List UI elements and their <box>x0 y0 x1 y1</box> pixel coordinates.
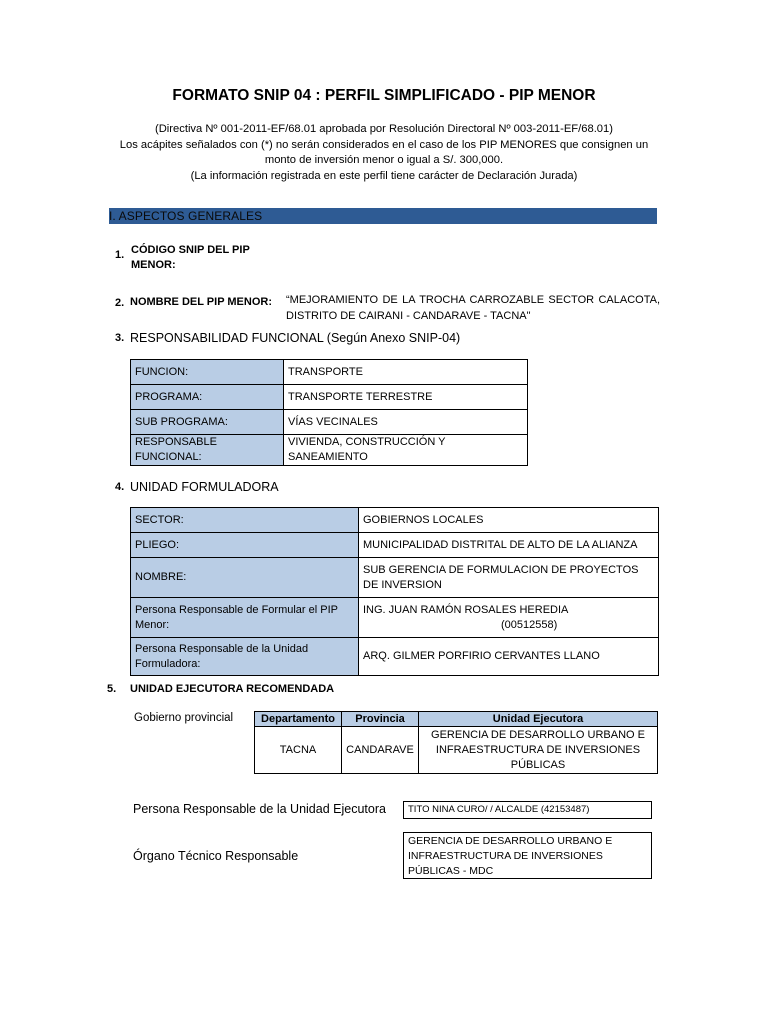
document-title: FORMATO SNIP 04 : PERFIL SIMPLIFICADO - PIP MENOR <box>172 87 596 104</box>
codigo-snip-label: CÓDIGO SNIP DEL PIP MENOR: <box>131 244 250 271</box>
unidad-ejecutora-label: UNIDAD EJECUTORA RECOMENDADA <box>130 683 335 695</box>
responsable-ue-value: TITO NINA CURO/ / ALCALDE (42153487) <box>403 801 652 819</box>
table-value: VIVIENDA, CONSTRUCCIÓN Y SANEAMIENTO <box>284 435 528 466</box>
item-number: 4. <box>115 481 125 493</box>
item-number: 3. <box>115 332 125 344</box>
table-key: SUB PROGRAMA: <box>131 410 284 435</box>
table-row <box>131 508 659 533</box>
table-key: PLIEGO: <box>131 533 359 558</box>
item-number: 2. <box>115 297 125 309</box>
table-value: ARQ. GILMER PORFIRIO CERVANTES LLANO <box>359 638 659 676</box>
table-row <box>131 360 528 385</box>
responsable-ue-label: Persona Responsable de la Unidad Ejecutora <box>133 802 386 816</box>
unidad-ejecutora-cell: GERENCIA DE DESARROLLO URBANO E INFRAESTRUCTURA DE INVERSIONES PÚBLICAS <box>419 727 658 774</box>
nombre-pip-label: NOMBRE DEL PIP MENOR: <box>130 296 272 308</box>
organo-tecnico-label: Órgano Técnico Responsable <box>133 849 299 863</box>
table-key: Persona Responsable de la Unidad Formuladora: <box>131 638 359 676</box>
table-key: PROGRAMA: <box>131 385 284 410</box>
column-header: Departamento <box>255 712 342 727</box>
table-value: MUNICIPALIDAD DISTRITAL DE ALTO DE LA ALIANZA <box>359 533 659 558</box>
table-value: GOBIERNOS LOCALES <box>359 508 659 533</box>
column-header: Unidad Ejecutora <box>419 712 658 727</box>
nombre-pip-value: “MEJORAMIENTO DE LA TROCHA CARROZABLE SECTOR CALACOTA, DISTRITO DE CAIRANI - CANDARAVE - TACNA" <box>286 294 660 322</box>
table-row <box>131 385 528 410</box>
intro-line: Los acápites señalados con (*) no serán considerados en el caso de los PIP MENORES que consignen un <box>119 138 649 151</box>
intro-line: (Directiva Nº 001-2011-EF/68.01 aprobada por Resolución Directoral Nº 003-2011-EF/68.01) <box>155 123 613 135</box>
gobierno-provincial-label: Gobierno provincial <box>134 712 234 724</box>
table-row <box>131 638 659 676</box>
table-value: SUB GERENCIA DE FORMULACION DE PROYECTOS DE INVERSION <box>359 558 659 598</box>
table-row <box>131 435 528 466</box>
table-key: Persona Responsable de Formular el PIP Menor: <box>131 598 359 638</box>
table-row <box>131 558 659 598</box>
table-value: TRANSPORTE TERRESTRE <box>284 385 528 410</box>
responsabilidad-funcional-table <box>130 359 528 466</box>
table-key: FUNCION: <box>131 360 284 385</box>
table-value: TRANSPORTE <box>284 360 528 385</box>
unidad-formuladora-table <box>130 507 659 676</box>
organo-tecnico-value: GERENCIA DE DESARROLLO URBANO E INFRAESTRUCTURA DE INVERSIONES PÚBLICAS - MDC <box>403 832 652 879</box>
table-row <box>131 598 659 638</box>
intro-line: monto de inversión menor o igual a S/. 300,000. <box>264 154 504 166</box>
table-value: VÍAS VECINALES <box>284 410 528 435</box>
intro-block <box>60 122 708 184</box>
item-number: 1. <box>115 249 125 261</box>
provincia-cell: CANDARAVE <box>342 727 419 774</box>
table-key: NOMBRE: <box>131 558 359 598</box>
table-value: ING. JUAN RAMÓN ROSALES HEREDIA (00512558) <box>359 598 659 638</box>
column-header: Provincia <box>342 712 419 727</box>
section-heading-bar <box>109 208 657 224</box>
responsabilidad-funcional-label: RESPONSABILIDAD FUNCIONAL (Según Anexo SNIP-04) <box>130 331 461 345</box>
table-key: SECTOR: <box>131 508 359 533</box>
table-header-row <box>255 712 658 727</box>
section-heading: I. ASPECTOS GENERALES <box>109 209 263 223</box>
table-key: RESPONSABLE FUNCIONAL: <box>131 435 284 466</box>
item-number: 5. <box>107 683 117 695</box>
table-row <box>131 533 659 558</box>
unidad-ejecutora-table <box>254 711 658 774</box>
unidad-formuladora-label: UNIDAD FORMULADORA <box>130 480 279 494</box>
intro-line: (La información registrada en este perfil tiene carácter de Declaración Jurada) <box>190 169 578 182</box>
table-row <box>131 410 528 435</box>
departamento-cell: TACNA <box>255 727 342 774</box>
table-row <box>255 727 658 774</box>
